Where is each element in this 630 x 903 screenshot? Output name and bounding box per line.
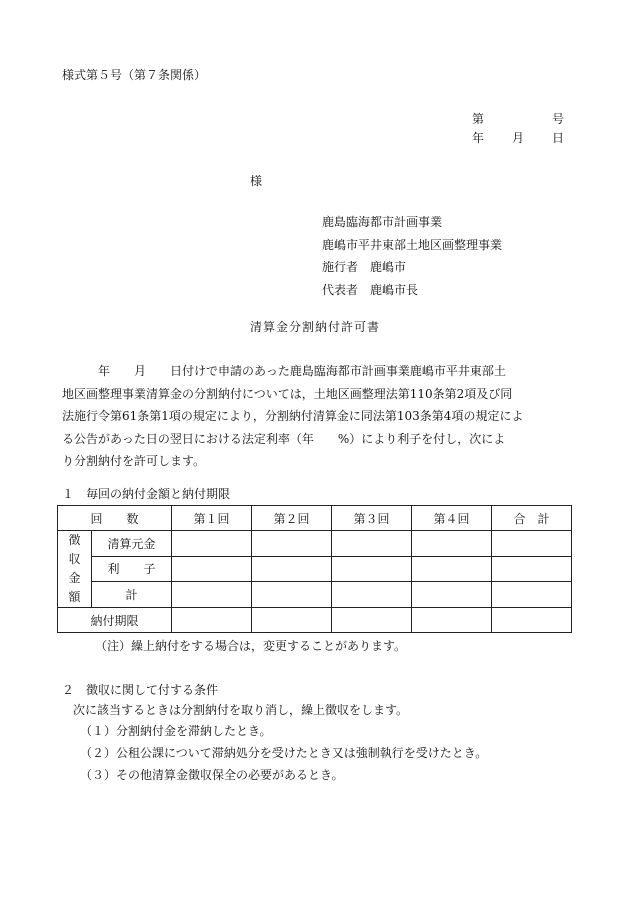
body-line: り分割納付を許可します。 [62,454,206,468]
table-note: （注）繰上納付をする場合は，変更することがあります。 [95,639,407,653]
row-label-deadline: 納付期限 [58,608,172,633]
header-installment-1: 第１回 [172,506,252,531]
body-line: 年 月 日付けで申請のあった鹿島臨海都市計画事業鹿嶋市平井東部土 [62,364,506,378]
header-count-label: 回 数 [58,506,172,531]
condition-item: （３）その他清算金徴収保全の必要があるとき。 [80,768,344,782]
table-cell [332,582,412,608]
row-label-principal: 清算元金 [92,531,172,557]
table-cell [172,531,252,557]
section1-heading: １ 毎回の納付金額と納付期限 [62,487,231,501]
header-total: 合 計 [492,506,572,531]
form-number: 様式第５号（第７条関係） [62,68,207,82]
header-installment-2: 第２回 [252,506,332,531]
document-number-field [472,110,564,127]
table-cell [492,531,572,557]
body-line: 地区画整理事業清算金の分割納付については，土地区画整理法第110条第2項及び同 [62,386,513,401]
issuer-representative: 代表者 鹿嶋市長 [322,282,419,297]
table-row [58,556,572,582]
row-label-interest: 利 子 [92,556,172,582]
table-cell [492,582,572,608]
table-cell [412,531,492,557]
body-line: る公告があった日の翌日における法定利率（年 %）により利子を付し，次によ [62,431,506,446]
table-cell [492,556,572,582]
body-paragraph [62,360,572,473]
table-cell [412,556,492,582]
collection-amount-group-cell [58,531,92,608]
table-cell [412,608,492,633]
addressee-suffix: 様 [250,174,263,188]
condition-item: （２）公租公課について滞納処分を受けたとき又は強制執行を受けたとき。 [80,746,488,760]
issue-date-field [472,129,564,146]
table-cell [252,582,332,608]
date-day: 日 [551,131,564,145]
table-cell [492,608,572,633]
conditions-intro: 次に該当するときは分割納付を取り消し，繰上徴収をします。 [73,703,409,717]
payment-schedule-table [57,505,572,633]
table-cell [172,608,252,633]
collection-amount-label: 徴収金額 [68,533,81,604]
number-prefix: 第 [472,112,485,126]
table-cell [172,582,252,608]
issuer-block [322,211,502,301]
section2-heading: ２ 徴収に関して付する条件 [62,683,219,697]
table-cell [172,556,252,582]
document-title: 清算金分割納付許可書 [249,320,380,334]
header-installment-3: 第３回 [332,506,412,531]
header-installment-4: 第４回 [412,506,492,531]
table-cell [412,582,492,608]
issuer-executor: 施行者 鹿嶋市 [322,260,407,274]
condition-item: （１）分割納付金を滞納したとき。 [80,724,272,738]
issuer-subproject: 鹿嶋市平井東部土地区画整理事業 [322,237,503,252]
number-suffix: 号 [551,112,564,126]
date-year: 年 [472,131,485,145]
body-line: 法施行令第61条第1項の規定により，分割納付清算金に同法第103条第4項の規定によ [62,409,524,423]
table-cell [252,531,332,557]
table-header-row [58,506,572,531]
table-row [58,582,572,608]
table-cell [252,608,332,633]
table-cell [332,608,412,633]
table-cell [332,531,412,557]
table-row [58,608,572,633]
row-label-subtotal: 計 [92,582,172,608]
date-month: 月 [511,131,524,145]
issuer-project: 鹿島臨海都市計画事業 [322,215,443,229]
table-cell [252,556,332,582]
table-row [58,531,572,557]
table-cell [332,556,412,582]
